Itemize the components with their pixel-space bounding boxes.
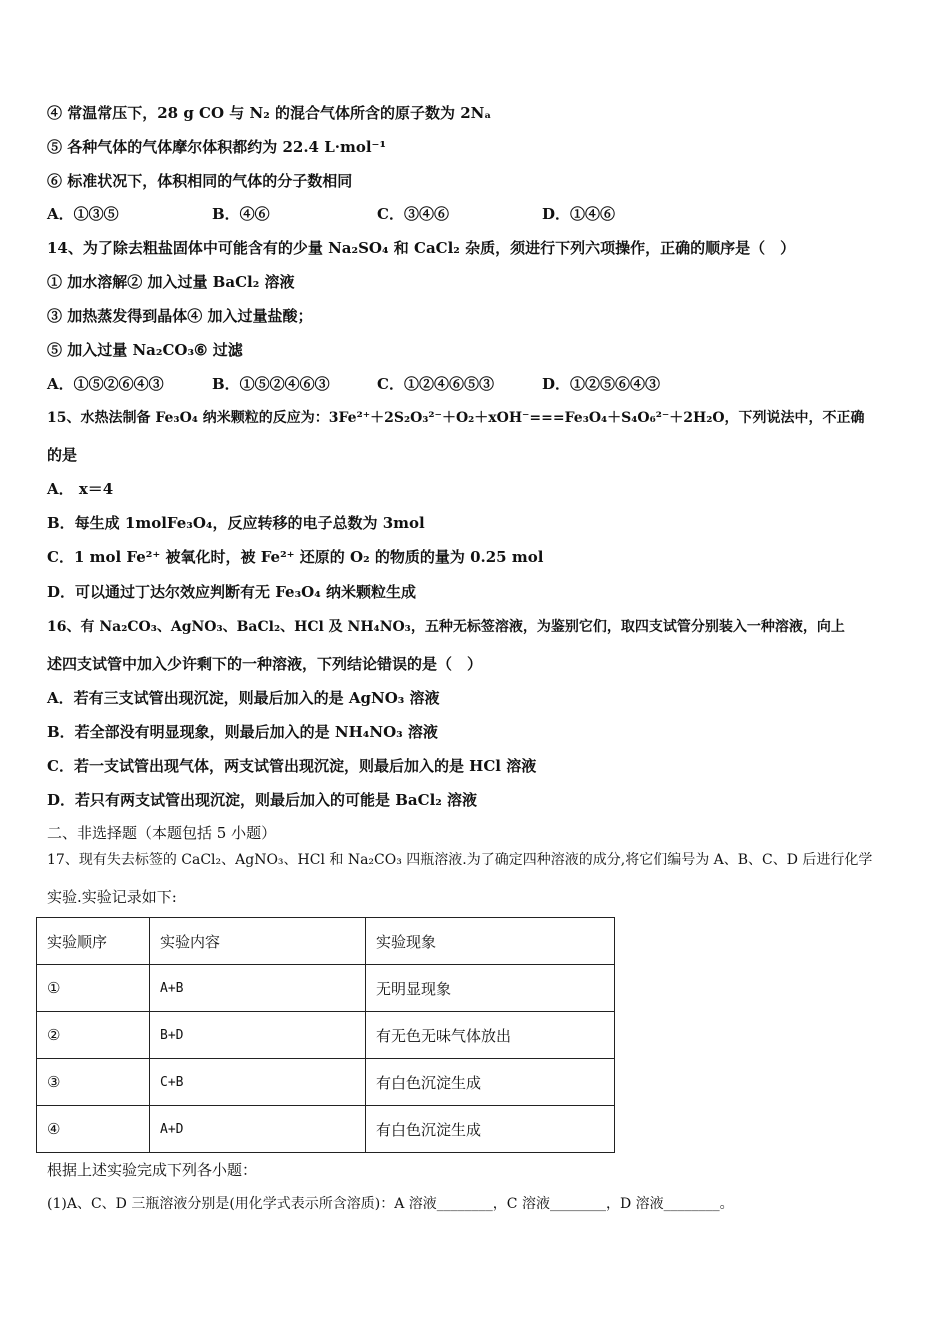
table-cell: A+D	[150, 1106, 366, 1153]
table-cell: A+B	[150, 965, 366, 1012]
q16-option-d: D．若只有两支试管出现沉淀，则最后加入的可能是 BaCl₂ 溶液	[47, 791, 478, 809]
q14-step-c: ⑤ 加入过量 Na₂CO₃⑥ 过滤	[47, 341, 243, 359]
q14-option-b: B．①⑤②④⑥③	[212, 375, 330, 393]
q15-option-c: C．1 mol Fe²⁺ 被氧化时，被 Fe²⁺ 还原的 O₂ 的物质的量为 0.25 mol	[47, 548, 544, 566]
q15-stem-line-1: 15、水热法制备 Fe₃O₄ 纳米颗粒的反应为：3Fe²⁺＋2S₂O₃²⁻＋O₂＋xOH⁻===Fe₃O₄＋S₄O₆²⁻＋2H₂O，下列说法中，不正确	[47, 410, 865, 426]
table-header-cell: 实验现象	[366, 918, 615, 965]
q13-options	[47, 204, 615, 224]
q16-option-a: A．若有三支试管出现沉淀，则最后加入的是 AgNO₃ 溶液	[47, 689, 440, 707]
experiment-table	[36, 917, 615, 1153]
q13-item-6: ⑥ 标准状况下，体积相同的气体的分子数相同	[47, 172, 353, 190]
q16-stem-line-2: 述四支试管中加入少许剩下的一种溶液，下列结论错误的是（ ）	[47, 655, 483, 673]
table-cell: 有无色无味气体放出	[366, 1012, 615, 1059]
section-2-heading: 二、非选择题（本题包括 5 小题）	[47, 824, 277, 842]
table-cell: 有白色沉淀生成	[366, 1059, 615, 1106]
q14-step-b: ③ 加热蒸发得到晶体④ 加入过量盐酸；	[47, 307, 313, 325]
q13-option-b: B．④⑥	[212, 205, 270, 223]
q14-option-d: D．①②⑤⑥④③	[542, 375, 661, 393]
table-cell: ④	[37, 1106, 150, 1153]
q13-option-a: A．①③⑤	[47, 205, 119, 223]
q17-after-table: 根据上述实验完成下列各小题：	[47, 1161, 258, 1179]
q13-item-5: ⑤ 各种气体的气体摩尔体积都约为 22.4 L·mol⁻¹	[47, 138, 387, 156]
q13-option-d: D．①④⑥	[542, 205, 616, 223]
table-header-cell: 实验内容	[150, 918, 366, 965]
q16-option-c: C．若一支试管出现气体，两支试管出现沉淀，则最后加入的是 HCl 溶液	[47, 757, 537, 775]
q17-stem-line-1: 17、现有失去标签的 CaCl₂、AgNO₃、HCl 和 Na₂CO₃ 四瓶溶液.为了确定四种溶液的成分,将它们编号为 A、B、C、D 后进行化学	[47, 852, 873, 868]
table-cell: ②	[37, 1012, 150, 1059]
q16-stem-line-1: 16、有 Na₂CO₃、AgNO₃、BaCl₂、HCl 及 NH₄NO₃，五种无标签溶液，为鉴别它们，取四支试管分别装入一种溶液，向上	[47, 619, 845, 635]
q15-option-b: B．每生成 1molFe₃O₄，反应转移的电子总数为 3mol	[47, 514, 425, 532]
table-row	[37, 1106, 615, 1153]
q15-stem-line-2: 的是	[47, 446, 78, 464]
q17-sub-question-1: (1)A、C、D 三瓶溶液分别是(用化学式表示所含溶质)：A 溶液________，C 溶液________，D 溶液________。	[47, 1196, 734, 1212]
table-header-row	[37, 918, 615, 965]
table-cell: 有白色沉淀生成	[366, 1106, 615, 1153]
table-row	[37, 1059, 615, 1106]
table-row	[37, 1012, 615, 1059]
q15-option-a: A． x＝4	[47, 480, 114, 498]
q14-option-a: A．①⑤②⑥④③	[47, 375, 164, 393]
q14-stem: 14、为了除去粗盐固体中可能含有的少量 Na₂SO₄ 和 CaCl₂ 杂质，须进行下列六项操作，正确的顺序是（ ）	[47, 239, 796, 257]
q15-option-d: D．可以通过丁达尔效应判断有无 Fe₃O₄ 纳米颗粒生成	[47, 583, 417, 601]
table-header-cell: 实验顺序	[37, 918, 150, 965]
q16-option-b: B．若全部没有明显现象，则最后加入的是 NH₄NO₃ 溶液	[47, 723, 438, 741]
table-row	[37, 965, 615, 1012]
table-cell: ③	[37, 1059, 150, 1106]
table-cell: ①	[37, 965, 150, 1012]
table-cell: C+B	[150, 1059, 366, 1106]
table-cell: B+D	[150, 1012, 366, 1059]
q17-stem-line-2: 实验.实验记录如下:	[47, 888, 177, 906]
q14-options	[47, 374, 660, 394]
q14-step-a: ① 加水溶解② 加入过量 BaCl₂ 溶液	[47, 273, 295, 291]
q14-option-c: C．①②④⑥⑤③	[377, 375, 494, 393]
q13-item-4: ④ 常温常压下，28 g CO 与 N₂ 的混合气体所含的原子数为 2Nₐ	[47, 104, 492, 122]
table-cell: 无明显现象	[366, 965, 615, 1012]
q13-option-c: C．③④⑥	[377, 205, 449, 223]
